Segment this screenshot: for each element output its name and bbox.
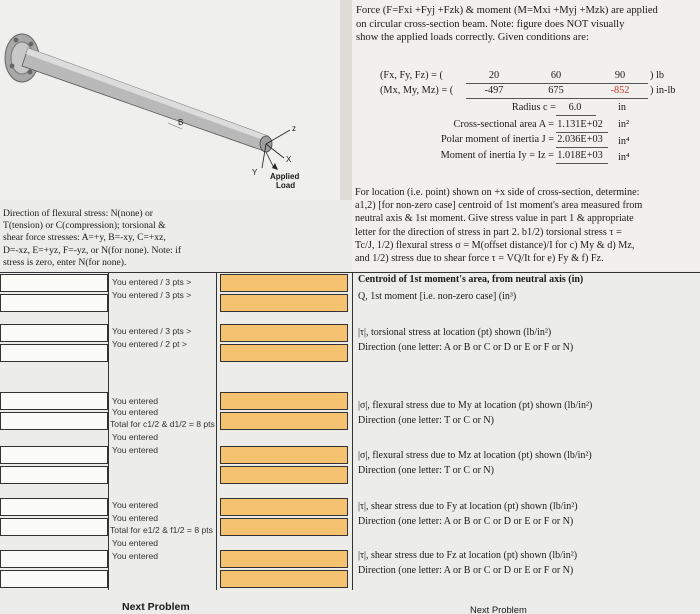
radius-value: 6.0 [568, 102, 582, 113]
d2-label: Direction (one letter: T or C or N) [358, 465, 494, 476]
moi-label: Moment of inertia Iy = Iz = [440, 150, 554, 161]
b1-label: |τ|, torsional stress at location (pt) shown (lb/in²) [358, 327, 552, 338]
axis-z-label: z [292, 124, 296, 133]
e2-input[interactable] [220, 518, 348, 536]
problem-line: on circular cross-section beam. Note: figure does NOT visually [356, 18, 625, 30]
answer-cell[interactable] [0, 274, 108, 292]
applied-label: Applied [270, 172, 300, 181]
d1-input[interactable] [220, 446, 348, 464]
e2-label: Direction (one letter: A or B or C or D or E or F or N) [358, 516, 574, 527]
my-value: 675 [548, 85, 564, 96]
d1-label: |σ|, flexural stress due to Mz at location (pt) shown (lb/in²) [358, 450, 592, 461]
legend-line: Direction of flexural stress: N(none) or [3, 208, 153, 219]
feedback-note: You entered / 2 pt > [112, 339, 187, 349]
feedback-note: You entered / 3 pts > [112, 290, 192, 300]
b2-input[interactable] [220, 344, 348, 362]
feedback-note: You entered [112, 500, 159, 510]
answer-cell[interactable] [0, 294, 108, 312]
bolt [28, 70, 33, 75]
feedback-note: You entered [112, 396, 159, 406]
f1-label: |τ|, shear stress due to Fz at location (pt) shown (lb/in²) [358, 550, 578, 561]
next-problem-link[interactable]: Next Problem [470, 604, 527, 614]
answer-cell[interactable] [0, 570, 108, 588]
legend-line: D=-xz, E=+yz, F=-yz, or N(for none). Note: if [3, 244, 182, 256]
bolt [10, 64, 15, 69]
answer-cell[interactable] [0, 344, 108, 362]
force-unit: ) lb [650, 70, 665, 81]
area-label: Cross-sectional area A = [453, 119, 554, 130]
feedback-note: You entered [112, 407, 159, 417]
fy-value: 60 [550, 70, 562, 81]
f2-input[interactable] [220, 570, 348, 588]
answer-cell[interactable] [0, 412, 108, 430]
bolt [29, 42, 34, 47]
feedback-note: You entered [112, 513, 159, 523]
grid-top-line [0, 272, 700, 273]
area-unit: in² [618, 119, 630, 130]
legend-line: stress is zero, enter N(for none). [3, 256, 127, 268]
instruction-line: Tc/J, 1/2) flexural stress σ = M(offset distance)/I for c) My & d) Mz, [355, 239, 635, 251]
feedback-note: You entered [112, 445, 159, 455]
grid-vline [352, 272, 353, 590]
bolt [14, 38, 19, 43]
moment-unit: ) in-lb [650, 85, 676, 96]
a2-label: Q, 1st moment [i.e. non-zero case] (in³) [358, 291, 517, 302]
radius-label: Radius c = [511, 102, 556, 113]
instruction-line: letter for the direction of stress in part 2. b1/2) torsional stress τ = [355, 226, 622, 238]
b2-label: Direction (one letter: A or B or C or D or E or F or N) [358, 342, 574, 353]
polar-unit: in⁴ [618, 136, 630, 147]
load-arrow [266, 152, 274, 168]
mx-value: -497 [484, 85, 504, 96]
total-note: Total for e1/2 & f1/2 = 8 pts [110, 525, 213, 535]
answer-cell[interactable] [0, 498, 108, 516]
axis-y-label: Y [252, 168, 258, 177]
load-label: Load [276, 181, 296, 190]
underline [556, 115, 596, 116]
d2-input[interactable] [220, 466, 348, 484]
instruction-line: For location (i.e. point) shown on +x side of cross-section, determine: [355, 187, 640, 198]
problem-line: show the applied loads correctly. Given conditions are: [356, 32, 589, 43]
problem-line: Force (F=Fxi +Fyj +Fzk) & moment (M=Mxi +Myj +Mzk) are applied [356, 5, 658, 16]
feedback-note: You entered [112, 551, 159, 561]
problem-statement [356, 4, 696, 45]
next-problem-link[interactable]: Next Problem [122, 601, 190, 613]
c2-input[interactable] [220, 412, 348, 430]
answer-grid [0, 274, 700, 614]
grid-vline [216, 272, 217, 590]
answer-cell[interactable] [0, 466, 108, 484]
answer-cell[interactable] [0, 446, 108, 464]
radius-unit: in [618, 102, 627, 113]
feedback-note: You entered / 3 pts > [112, 277, 192, 287]
e1-input[interactable] [220, 498, 348, 516]
f2-label: Direction (one letter: A or B or C or D or E or F or N) [358, 565, 574, 576]
c1-input[interactable] [220, 392, 348, 410]
answer-cell[interactable] [0, 392, 108, 410]
answer-cell[interactable] [0, 518, 108, 536]
legend-line: T(tension) or C(compression); torsional & [3, 220, 166, 232]
polar-value: 2.036E+03 [557, 134, 603, 145]
area-value: 1.131E+02 [557, 119, 603, 130]
beam-highlight [26, 48, 268, 141]
page-fold [340, 0, 352, 200]
underline [466, 83, 648, 84]
answer-cell[interactable] [0, 324, 108, 342]
mz-value: -852 [610, 85, 630, 96]
moi-value: 1.018E+03 [557, 150, 603, 161]
answer-cell[interactable] [0, 550, 108, 568]
total-note: Total for c1/2 & d1/2 = 8 pts [110, 419, 215, 429]
legend-line: shear force stresses: A=+y, B=-xy, C=+xz, [3, 232, 166, 244]
z-axis-line [266, 130, 290, 144]
axis-x-label: X [286, 155, 292, 164]
c1-label: |σ|, flexural stress due to My at location (pt) shown (lb/in²) [358, 400, 593, 411]
direction-legend [3, 208, 243, 269]
underline [556, 132, 608, 133]
e1-label: |τ|, shear stress due to Fy at location (pt) shown (lb/in²) [358, 501, 578, 512]
moment-label: (Mx, My, Mz) = ( [380, 85, 454, 96]
instruction-line: neutral axis & 1st moment. Give stress value in part 1 & appropriate [355, 213, 634, 225]
feedback-note: You entered [112, 538, 159, 548]
point-b-label: B [178, 118, 184, 127]
feedback-note: You entered [112, 432, 159, 442]
underline [556, 163, 608, 164]
location-instructions [355, 186, 697, 265]
force-label: (Fx, Fy, Fz) = ( [380, 70, 443, 81]
beam-figure [0, 0, 352, 200]
f1-input[interactable] [220, 550, 348, 568]
polar-label: Polar moment of inertia J = [440, 134, 554, 145]
b1-input[interactable] [220, 324, 348, 342]
grid-vline [108, 272, 109, 590]
instruction-line: a1,2) [for non-zero case] centroid of 1st moment's area measured from [355, 200, 643, 212]
underline [466, 98, 648, 99]
a1-input[interactable] [220, 274, 348, 292]
a1-label: Centroid of 1st moment's area, from neutral axis (in) [358, 274, 584, 285]
instruction-line: and 1/2) stress due to shear force τ = VQ/It for e) Fy & f) Fz. [355, 253, 604, 265]
figure-panel [0, 0, 352, 200]
feedback-note: You entered / 3 pts > [112, 326, 192, 336]
c2-label: Direction (one letter: T or C or N) [358, 415, 494, 426]
underline [556, 147, 608, 148]
fx-value: 20 [488, 70, 500, 81]
fz-value: 90 [614, 70, 626, 81]
moi-unit: in⁴ [618, 152, 630, 163]
a2-input[interactable] [220, 294, 348, 312]
